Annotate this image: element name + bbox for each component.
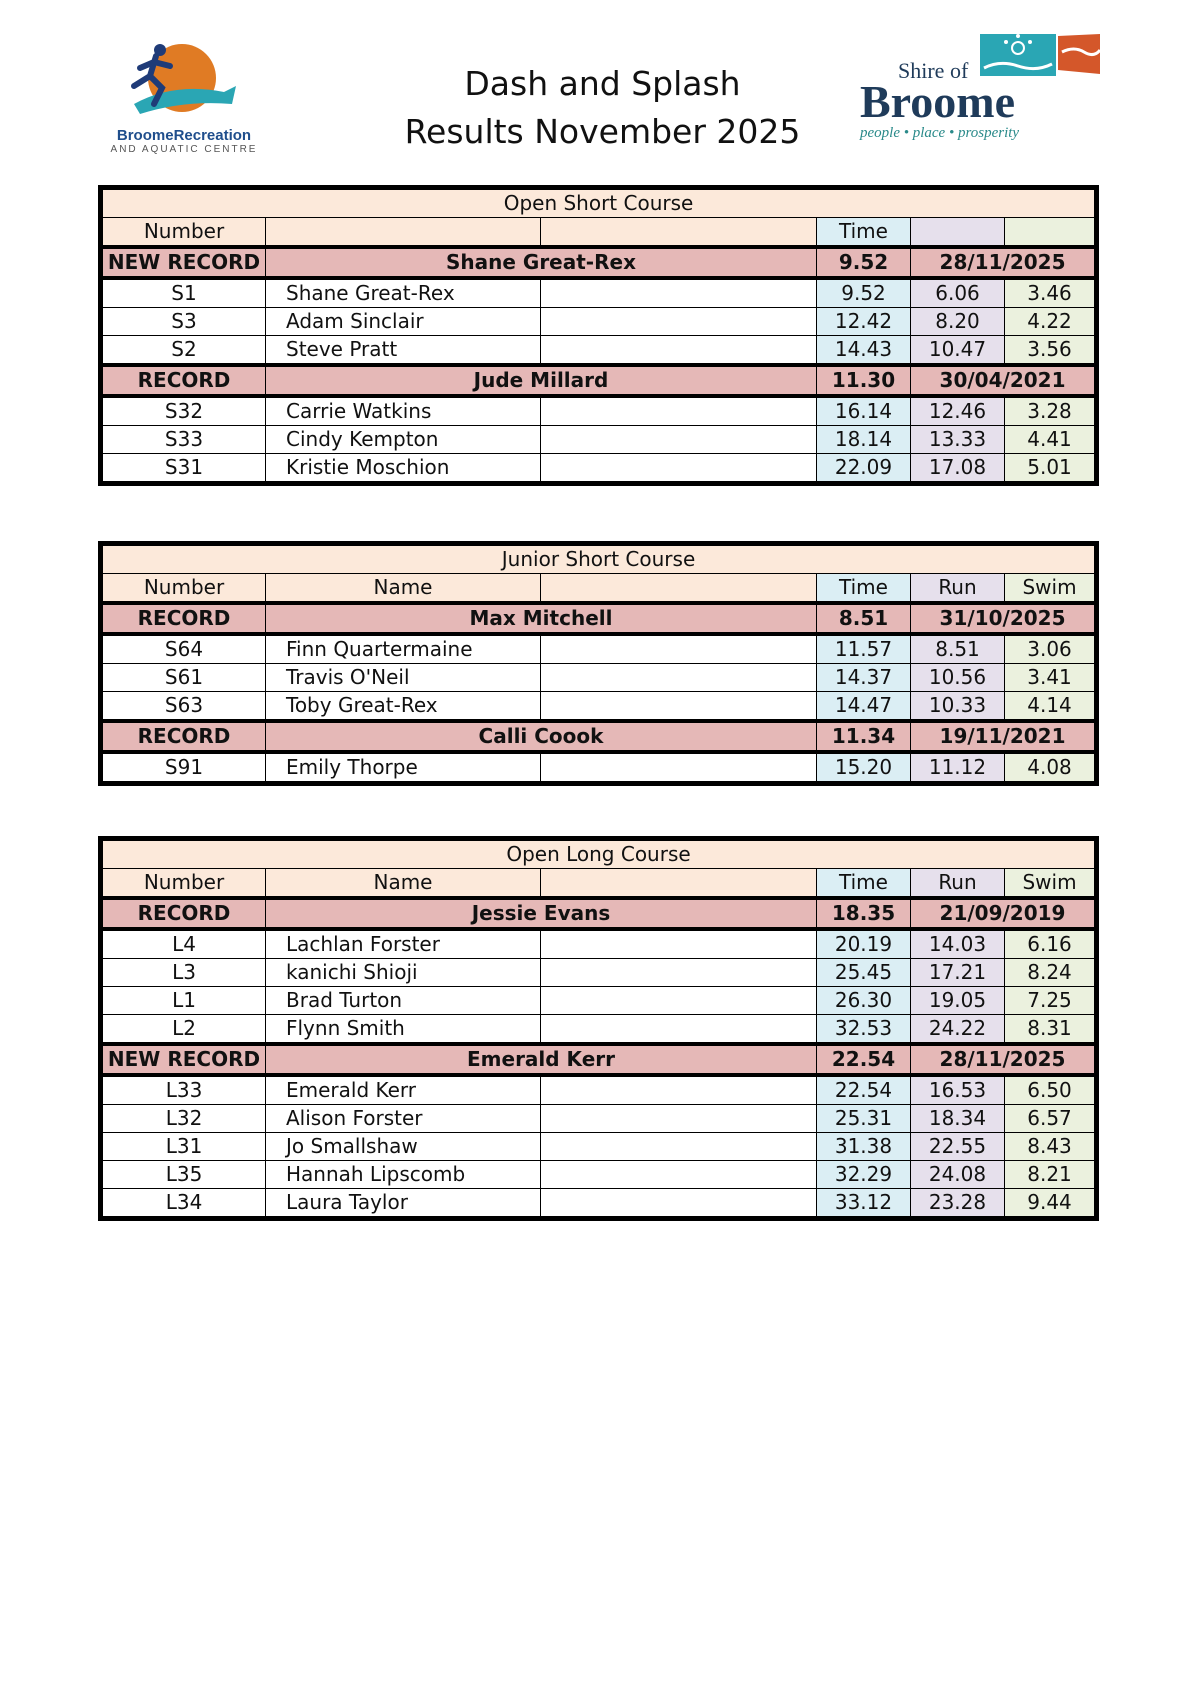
blank-cell <box>541 1161 817 1189</box>
swim-time: 6.50 <box>1005 1075 1097 1105</box>
blank-cell <box>541 1105 817 1133</box>
record-time: 11.30 <box>817 365 911 396</box>
record-row <box>101 1044 1097 1075</box>
header-run: Run <box>911 869 1005 899</box>
table-row <box>101 1015 1097 1045</box>
run-time: 17.08 <box>911 454 1005 484</box>
competitor-name: Alison Forster <box>266 1105 541 1133</box>
record-date: 30/04/2021 <box>911 365 1097 396</box>
run-time: 14.03 <box>911 929 1005 959</box>
competitor-number: L3 <box>101 959 266 987</box>
record-date: 31/10/2025 <box>911 603 1097 634</box>
swim-time: 6.57 <box>1005 1105 1097 1133</box>
competitor-number: L35 <box>101 1161 266 1189</box>
competitor-number: L33 <box>101 1075 266 1105</box>
total-time: 22.09 <box>817 454 911 484</box>
record-holder: Emerald Kerr <box>266 1044 817 1075</box>
swim-time: 8.24 <box>1005 959 1097 987</box>
table-row <box>101 692 1097 722</box>
run-time: 10.33 <box>911 692 1005 722</box>
competitor-number: L2 <box>101 1015 266 1045</box>
competitor-name: Emily Thorpe <box>266 752 541 784</box>
record-date: 28/11/2025 <box>911 247 1097 278</box>
logo-right-tagline: people • place • prosperity <box>860 125 1020 141</box>
run-time: 11.12 <box>911 752 1005 784</box>
logo-left-name: BroomeRecreation <box>116 127 252 144</box>
competitor-name: Carrie Watkins <box>266 396 541 426</box>
table-row <box>101 396 1097 426</box>
table-row <box>101 1189 1097 1219</box>
header-swim: Swim <box>1005 574 1097 604</box>
total-time: 31.38 <box>817 1133 911 1161</box>
run-time: 16.53 <box>911 1075 1005 1105</box>
record-row <box>101 603 1097 634</box>
blank-cell <box>541 1133 817 1161</box>
blank-cell <box>541 426 817 454</box>
competitor-name: Finn Quartermaine <box>266 634 541 664</box>
run-time: 23.28 <box>911 1189 1005 1219</box>
record-date: 21/09/2019 <box>911 898 1097 929</box>
logo-right-line1: Shire of <box>898 58 969 83</box>
header-number: Number <box>101 869 266 899</box>
blank-cell <box>541 1189 817 1219</box>
table-row <box>101 336 1097 366</box>
competitor-number: L1 <box>101 987 266 1015</box>
record-label: RECORD <box>101 365 266 396</box>
junior-short-course-table <box>98 541 1099 786</box>
competitor-name: Kristie Moschion <box>266 454 541 484</box>
record-date: 28/11/2025 <box>911 1044 1097 1075</box>
run-time: 6.06 <box>911 278 1005 308</box>
competitor-number: S31 <box>101 454 266 484</box>
run-time: 22.55 <box>911 1133 1005 1161</box>
competitor-number: S32 <box>101 396 266 426</box>
blank-cell <box>541 634 817 664</box>
total-time: 12.42 <box>817 308 911 336</box>
table-row <box>101 634 1097 664</box>
shire-of-broome-logo <box>860 30 1100 140</box>
record-time: 22.54 <box>817 1044 911 1075</box>
table-row <box>101 1161 1097 1189</box>
table-row <box>101 1075 1097 1105</box>
record-time: 11.34 <box>817 721 911 752</box>
competitor-name: Travis O'Neil <box>266 664 541 692</box>
run-time: 19.05 <box>911 987 1005 1015</box>
total-time: 20.19 <box>817 929 911 959</box>
record-holder: Jessie Evans <box>266 898 817 929</box>
blank-cell <box>541 959 817 987</box>
competitor-name: Brad Turton <box>266 987 541 1015</box>
table-row <box>101 426 1097 454</box>
swim-time: 4.41 <box>1005 426 1097 454</box>
header-blank <box>541 869 817 899</box>
page-title <box>340 60 865 156</box>
competitor-name: Jo Smallshaw <box>266 1133 541 1161</box>
swim-time: 3.46 <box>1005 278 1097 308</box>
table-row <box>101 454 1097 484</box>
blank-cell <box>541 1015 817 1045</box>
swim-time: 4.14 <box>1005 692 1097 722</box>
record-time: 8.51 <box>817 603 911 634</box>
competitor-name: kanichi Shioji <box>266 959 541 987</box>
header-swim: Swim <box>1005 869 1097 899</box>
competitor-number: S91 <box>101 752 266 784</box>
record-time: 18.35 <box>817 898 911 929</box>
total-time: 25.45 <box>817 959 911 987</box>
swim-time: 3.41 <box>1005 664 1097 692</box>
total-time: 9.52 <box>817 278 911 308</box>
competitor-name: Toby Great-Rex <box>266 692 541 722</box>
record-label: RECORD <box>101 603 266 634</box>
competitor-number: S1 <box>101 278 266 308</box>
record-holder: Max Mitchell <box>266 603 817 634</box>
competitor-number: S33 <box>101 426 266 454</box>
swimmer-runner-icon <box>104 42 264 122</box>
competitor-name: Flynn Smith <box>266 1015 541 1045</box>
section-title: Open Short Course <box>101 188 1097 218</box>
record-holder: Calli Coook <box>266 721 817 752</box>
header-number: Number <box>101 574 266 604</box>
total-time: 22.54 <box>817 1075 911 1105</box>
run-time: 18.34 <box>911 1105 1005 1133</box>
competitor-name: Shane Great-Rex <box>266 278 541 308</box>
swim-time: 5.01 <box>1005 454 1097 484</box>
record-label: NEW RECORD <box>101 1044 266 1075</box>
header-run <box>911 218 1005 248</box>
record-row <box>101 898 1097 929</box>
table-row <box>101 1105 1097 1133</box>
blank-cell <box>541 308 817 336</box>
table-row <box>101 959 1097 987</box>
competitor-number: S64 <box>101 634 266 664</box>
swim-time: 9.44 <box>1005 1189 1097 1219</box>
blank-cell <box>541 929 817 959</box>
record-time: 9.52 <box>817 247 911 278</box>
swim-time: 8.21 <box>1005 1161 1097 1189</box>
record-date: 19/11/2021 <box>911 721 1097 752</box>
table-row <box>101 1133 1097 1161</box>
header-run: Run <box>911 574 1005 604</box>
section-title: Open Long Course <box>101 839 1097 869</box>
run-time: 24.08 <box>911 1161 1005 1189</box>
competitor-number: S63 <box>101 692 266 722</box>
swim-time: 4.08 <box>1005 752 1097 784</box>
header-time: Time <box>817 869 911 899</box>
header-time: Time <box>817 574 911 604</box>
header-name: Name <box>266 574 541 604</box>
blank-cell <box>541 278 817 308</box>
table-row <box>101 987 1097 1015</box>
blank-cell <box>541 396 817 426</box>
swim-time: 7.25 <box>1005 987 1097 1015</box>
title-line-2: Results November 2025 <box>404 112 801 151</box>
record-row <box>101 247 1097 278</box>
competitor-number: L32 <box>101 1105 266 1133</box>
total-time: 32.53 <box>817 1015 911 1045</box>
open-long-course-table <box>98 836 1099 1221</box>
swim-time: 8.31 <box>1005 1015 1097 1045</box>
run-time: 10.56 <box>911 664 1005 692</box>
header-blank <box>541 218 817 248</box>
table-row <box>101 278 1097 308</box>
total-time: 16.14 <box>817 396 911 426</box>
record-row <box>101 721 1097 752</box>
blank-cell <box>541 692 817 722</box>
total-time: 32.29 <box>817 1161 911 1189</box>
logo-left-sub: AND AQUATIC CENTRE <box>110 144 258 155</box>
record-label: NEW RECORD <box>101 247 266 278</box>
total-time: 33.12 <box>817 1189 911 1219</box>
competitor-number: S61 <box>101 664 266 692</box>
blank-cell <box>541 454 817 484</box>
swim-time: 3.06 <box>1005 634 1097 664</box>
table-row <box>101 929 1097 959</box>
competitor-name: Steve Pratt <box>266 336 541 366</box>
header-number: Number <box>101 218 266 248</box>
swim-time: 8.43 <box>1005 1133 1097 1161</box>
competitor-number: S2 <box>101 336 266 366</box>
blank-cell <box>541 987 817 1015</box>
blank-cell <box>541 664 817 692</box>
open-short-course-table <box>98 185 1099 486</box>
run-time: 10.47 <box>911 336 1005 366</box>
header-name <box>266 218 541 248</box>
total-time: 11.57 <box>817 634 911 664</box>
header-swim <box>1005 218 1097 248</box>
swim-time: 6.16 <box>1005 929 1097 959</box>
record-row <box>101 365 1097 396</box>
record-label: RECORD <box>101 898 266 929</box>
logo-right-line2: Broome <box>860 76 1016 127</box>
table-row <box>101 664 1097 692</box>
section-title: Junior Short Course <box>101 544 1097 574</box>
run-time: 24.22 <box>911 1015 1005 1045</box>
run-time: 17.21 <box>911 959 1005 987</box>
competitor-name: Emerald Kerr <box>266 1075 541 1105</box>
header-name: Name <box>266 869 541 899</box>
run-time: 8.20 <box>911 308 1005 336</box>
competitor-number: S3 <box>101 308 266 336</box>
total-time: 25.31 <box>817 1105 911 1133</box>
competitor-name: Cindy Kempton <box>266 426 541 454</box>
competitor-name: Hannah Lipscomb <box>266 1161 541 1189</box>
total-time: 18.14 <box>817 426 911 454</box>
swim-time: 3.28 <box>1005 396 1097 426</box>
competitor-name: Adam Sinclair <box>266 308 541 336</box>
total-time: 26.30 <box>817 987 911 1015</box>
competitor-name: Laura Taylor <box>266 1189 541 1219</box>
competitor-number: L4 <box>101 929 266 959</box>
title-line-1: Dash and Splash <box>464 64 741 103</box>
run-time: 13.33 <box>911 426 1005 454</box>
blank-cell <box>541 1075 817 1105</box>
total-time: 14.43 <box>817 336 911 366</box>
competitor-name: Lachlan Forster <box>266 929 541 959</box>
competitor-number: L34 <box>101 1189 266 1219</box>
broome-recreation-logo <box>104 42 264 157</box>
swim-time: 4.22 <box>1005 308 1097 336</box>
total-time: 14.37 <box>817 664 911 692</box>
run-time: 8.51 <box>911 634 1005 664</box>
header-blank <box>541 574 817 604</box>
total-time: 15.20 <box>817 752 911 784</box>
table-row <box>101 308 1097 336</box>
header-time: Time <box>817 218 911 248</box>
total-time: 14.47 <box>817 692 911 722</box>
competitor-number: L31 <box>101 1133 266 1161</box>
record-holder: Shane Great-Rex <box>266 247 817 278</box>
blank-cell <box>541 752 817 784</box>
run-time: 12.46 <box>911 396 1005 426</box>
record-label: RECORD <box>101 721 266 752</box>
record-holder: Jude Millard <box>266 365 817 396</box>
swim-time: 3.56 <box>1005 336 1097 366</box>
blank-cell <box>541 336 817 366</box>
table-row <box>101 752 1097 784</box>
